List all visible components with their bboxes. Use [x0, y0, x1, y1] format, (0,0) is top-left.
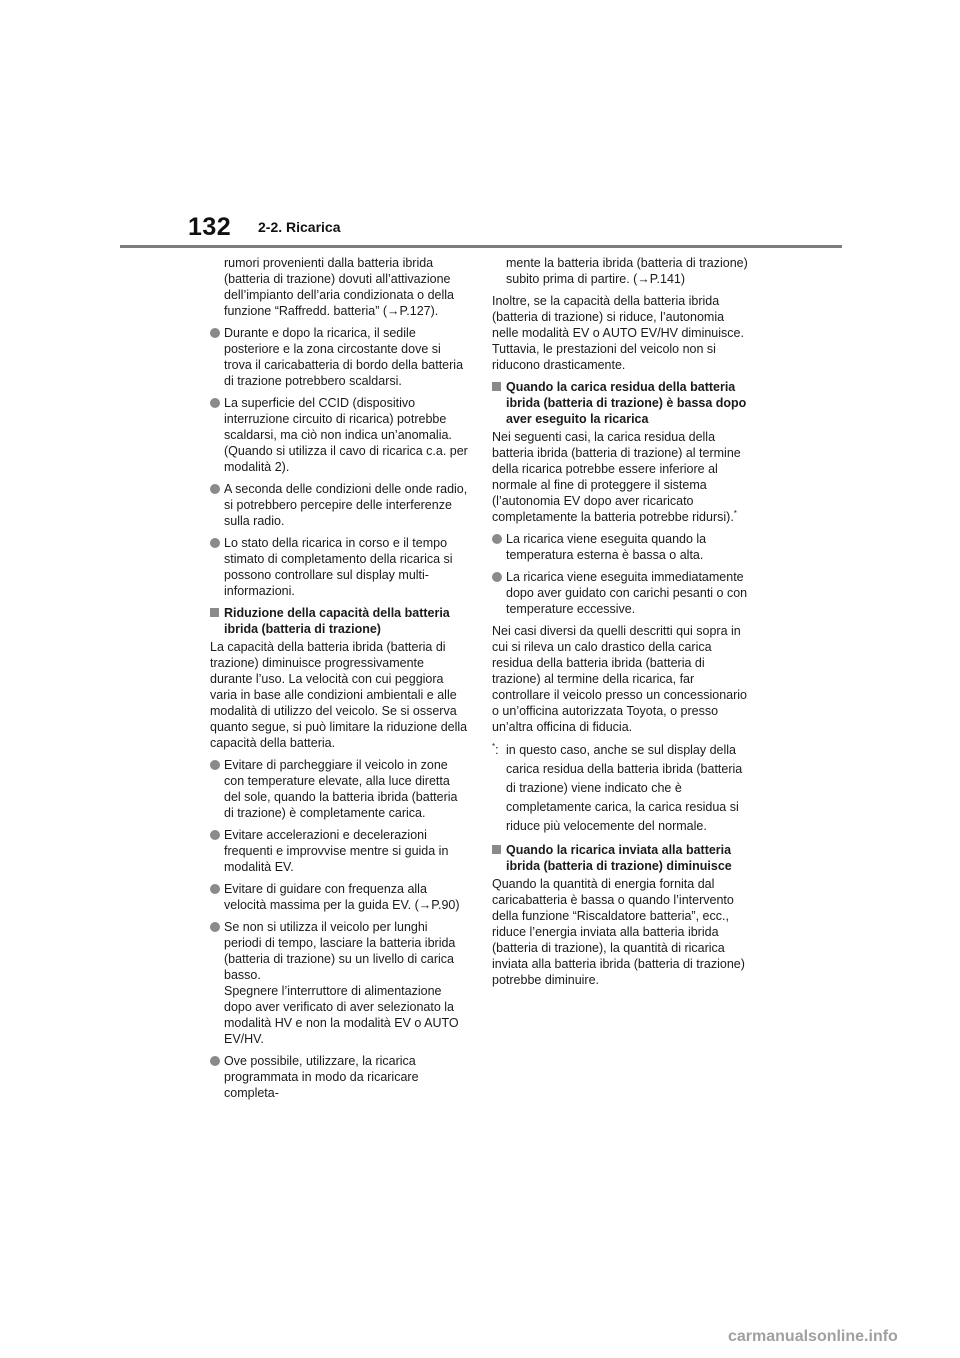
- bullet-dot-icon: [210, 538, 220, 548]
- continued-text: rumori provenienti dalla batteria ibrida (batteria di trazione) dovuti all’attivazione dell’impianto dell’aria condizionata o della funzione “Raffredd. batteria” (→P.127).: [224, 256, 455, 318]
- bullet-text: A seconda delle condizioni delle onde radio, si potrebbero percepire delle interferenze sulla radio.: [224, 482, 468, 528]
- paragraph: La capacità della batteria ibrida (batteria di trazione) diminuisce progressivamente durante l’uso. La velocità con cui peggiora varia in base alle condizioni ambientali e alle modalità di utilizzo del veicolo. Se si osserva quanto segue, si può limitare la riduzione della capacità della batteria.: [210, 640, 468, 750]
- bullet-dot-icon: [210, 398, 220, 408]
- bullet-item: [210, 757, 468, 821]
- bullet-text: Se non si utilizza il veicolo per lunghi periodi di tempo, lasciare la batteria ibrida (batteria di trazione) su un livello di carica basso.: [224, 920, 456, 982]
- subsection-heading: [492, 842, 750, 874]
- bullet-item: [210, 827, 468, 875]
- header-rule: [120, 245, 842, 248]
- bullet-text: La ricarica viene eseguita quando la temperatura esterna è bassa o alta.: [506, 532, 707, 562]
- subsection-heading: [210, 605, 468, 637]
- heading-text: Riduzione della capacità della batteria ibrida (batteria di trazione): [224, 606, 450, 636]
- bullet-item: [492, 569, 750, 617]
- paragraph: Inoltre, se la capacità della batteria ibrida (batteria di trazione) si riduce, l’autonomia nelle modalità EV o AUTO EV/HV diminuisce. Tuttavia, le prestazioni del veicolo non si riducono drasticamente.: [492, 294, 744, 372]
- bullet-text: Evitare accelerazioni e decelerazioni frequenti e improvvise mentre si guida in modalità EV.: [224, 828, 449, 874]
- heading-text: Quando la carica residua della batteria ibrida (batteria di trazione) è bassa dopo aver eseguito la ricarica: [506, 380, 747, 426]
- bullet-dot-icon: [210, 328, 220, 338]
- section-title: 2-2. Ricarica: [258, 219, 341, 235]
- bullet-dot-icon: [210, 1056, 220, 1066]
- bullet-dot-icon: [492, 534, 502, 544]
- footnote-text: in questo caso, anche se sul display della carica residua della batteria ibrida (batteria di trazione) viene indicato che è completamente carica, la carica residua si riduce più velocemente del normale.: [506, 743, 743, 833]
- paragraph: Nei casi diversi da quelli descritti qui sopra in cui si rileva un calo drastico della carica residua della batteria ibrida (batteria di trazione) al termine della ricarica, far controllare il veicolo presso un concessionario o un’officina autorizzata Toyota, o presso un’altra officina di fiducia.: [492, 624, 747, 734]
- bullet-dot-icon: [210, 922, 220, 932]
- right-column: [492, 255, 750, 994]
- footnote-mark: *: [492, 741, 496, 751]
- square-bullet-icon: [492, 845, 501, 854]
- square-bullet-icon: [492, 382, 501, 391]
- bullet-text: Evitare di parcheggiare il veicolo in zone con temperature elevate, alla luce diretta del sole, quando la batteria ibrida (batteria di trazione) è completamente carica.: [224, 758, 458, 820]
- bullet-text: La superficie del CCID (dispositivo interruzione circuito di ricarica) potrebbe scaldarsi, ma ciò non indica un’anomalia. (Quando si utilizza il cavo di ricarica c.a. per modalità 2).: [224, 396, 468, 474]
- paragraph: [492, 429, 750, 525]
- paragraph-text: Nei seguenti casi, la carica residua della batteria ibrida (batteria di trazione) al termine della ricarica potrebbe essere inferiore al normale al fine di proteggere il sistema (l’autonomia EV dopo aver ricaricato completamente la batteria potrebbe ridursi).: [492, 430, 741, 524]
- watermark: carmanualsonline.info: [728, 1328, 898, 1345]
- bullet-text: La ricarica viene eseguita immediatamente dopo aver guidato con carichi pesanti o con temperature eccessive.: [506, 570, 748, 616]
- page-number: 132: [188, 213, 232, 241]
- bullet-dot-icon: [210, 830, 220, 840]
- paragraph: Quando la quantità di energia fornita dal caricabatteria è bassa o quando l’intervento della funzione “Riscaldatore batteria”, ecc., riduce l’energia inviata alla batteria ibrida (batteria di trazione), la quantità di ricarica inviata alla batteria ibrida (batteria di trazione) potrebbe diminuire.: [492, 877, 745, 987]
- footnote-mark: *: [733, 508, 737, 518]
- bullet-item: [210, 535, 468, 599]
- bullet-item: [210, 481, 468, 529]
- bullet-dot-icon: [210, 484, 220, 494]
- footnote-label: [492, 741, 499, 760]
- left-column: [210, 255, 468, 1107]
- bullet-dot-icon: [492, 572, 502, 582]
- heading-text: Quando la ricarica inviata alla batteria ibrida (batteria di trazione) diminuisce: [506, 843, 732, 873]
- bullet-dot-icon: [210, 884, 220, 894]
- bullet-text: Lo stato della ricarica in corso e il tempo stimato di completamento della ricarica si possono controllare sul display multi-informazioni.: [224, 536, 453, 598]
- subsection-heading: [492, 379, 750, 427]
- bullet-text: Ove possibile, utilizzare, la ricarica programmata in modo da ricaricare completa-: [224, 1054, 419, 1100]
- bullet-text-extra: Spegnere l’interruttore di alimentazione dopo aver verificato di aver selezionato la modalità HV e non la modalità EV o AUTO EV/HV.: [224, 984, 459, 1046]
- bullet-item: [492, 531, 750, 563]
- bullet-item: [210, 395, 468, 475]
- bullet-dot-icon: [210, 760, 220, 770]
- footnote: [492, 741, 750, 836]
- square-bullet-icon: [210, 608, 219, 617]
- bullet-item: [210, 919, 468, 1047]
- bullet-text: Durante e dopo la ricarica, il sedile posteriore e la zona circostante dove si trova il caricabatteria di bordo della batteria di trazione potrebbero scaldarsi.: [224, 326, 464, 388]
- bullet-item: [210, 325, 468, 389]
- footnote-colon: :: [495, 743, 499, 757]
- bullet-text: Evitare di guidare con frequenza alla velocità massima per la guida EV. (→P.90): [224, 882, 460, 912]
- bullet-item: [210, 881, 468, 913]
- continued-text: mente la batteria ibrida (batteria di trazione) subito prima di partire. (→P.141): [506, 256, 748, 286]
- bullet-item: [210, 1053, 468, 1101]
